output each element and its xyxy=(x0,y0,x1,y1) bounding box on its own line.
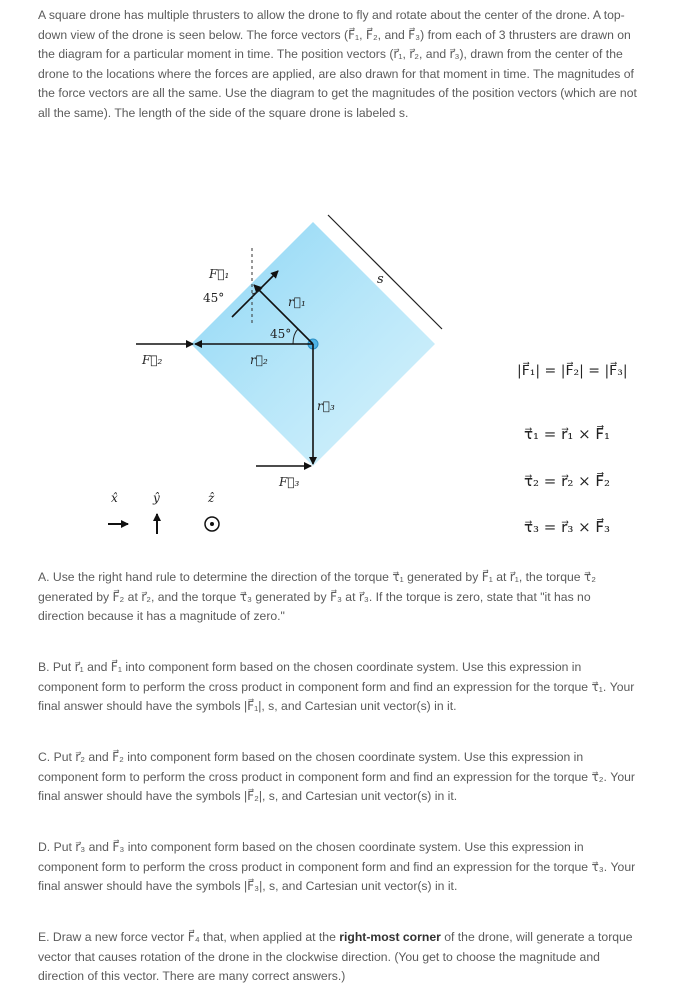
r2-label: r⃗₂ xyxy=(250,353,268,367)
question-e-text-1: E. Draw a new force vector F⃗₄ that, when applied at the xyxy=(38,930,340,944)
f1-label: F⃗₁ xyxy=(209,267,230,281)
question-e-emphasis: right-most corner xyxy=(339,930,441,944)
question-a: A. Use the right hand rule to determine the direction of the torque τ⃗₁ generated by F⃗₁ at r⃗₁, the torque τ⃗₂ generated by F⃗₂ at r⃗₂, and the torque τ⃗₃ generated by F⃗₃ at r⃗₃. If the torque is zero, state that "it has no direction because it has a magnitude of zero." xyxy=(38,570,596,624)
z-axis-dot xyxy=(210,522,214,526)
r1-label: r⃗₁ xyxy=(288,295,306,309)
torque-3-equation: τ⃗₃ = r⃗₃ × F⃗₃ xyxy=(524,518,611,536)
f3-label: F⃗₃ xyxy=(279,475,300,489)
torque-2-equation: τ⃗₂ = r⃗₂ × F⃗₂ xyxy=(524,472,611,490)
magnitudes-equation: |F⃗₁| = |F⃗₂| = |F⃗₃| xyxy=(517,363,628,379)
intro-paragraph: A square drone has multiple thrusters to allow the drone to fly and rotate about the center of the drone. A top-down view of the drone is seen below. The force vectors (F⃗₁, F⃗₂, and F⃗₃) from each of 3 thrusters are drawn on the diagram for a particular moment in time. The position vectors (r⃗₁, r⃗₂, and r⃗₃), drawn from the center of the drone to the locations where the forces are applied, are also drawn for that moment in time. The magnitudes of the force vectors are all the same. Use the diagram to get the magnitudes of the position vectors (which are not all the same). The length of the side of the square drone is labeled s. xyxy=(38,8,637,120)
question-e-text-2: of the drone, will generate a torque vector that causes rotation of the drone in the clockwise direction. (You get to choose the magnitude and direction of this vector. There are many correct answers.) xyxy=(38,930,633,984)
r3-label: r⃗₃ xyxy=(317,399,335,413)
side-label: s xyxy=(377,272,384,287)
angle-label-1: 45° xyxy=(203,291,225,305)
x-axis-label: x̂ xyxy=(111,491,118,505)
y-axis-label: ŷ xyxy=(153,491,160,505)
torque-1-equation: τ⃗₁ = r⃗₁ × F⃗₁ xyxy=(524,425,611,443)
question-e xyxy=(38,928,638,987)
z-axis-label: ẑ xyxy=(208,491,215,505)
question-d: D. Put r⃗₃ and F⃗₃ into component form based on the chosen coordinate system. Use this expression in component form to perform the cross product in component form and find an expression for the torque τ⃗₃. Your final answer should have the symbols |F⃗₃|, s, and Cartesian unit vector(s) in it. xyxy=(38,840,636,894)
f2-label: F⃗₂ xyxy=(142,353,163,367)
drone-diagram xyxy=(0,205,697,545)
question-c: C. Put r⃗₂ and F⃗₂ into component form based on the chosen coordinate system. Use this expression in component form to perform the cross product in component form and find an expression for the torque τ⃗₂. Your final answer should have the symbols |F⃗₂|, s, and Cartesian unit vector(s) in it. xyxy=(38,750,635,804)
angle-label-2: 45° xyxy=(270,327,292,341)
question-b: B. Put r⃗₁ and F⃗₁ into component form based on the chosen coordinate system. Use this expression in component form to perform the cross product in component form and find an expression for the torque τ⃗₁. Your final answer should have the symbols |F⃗₁|, s, and Cartesian unit vector(s) in it. xyxy=(38,660,635,714)
